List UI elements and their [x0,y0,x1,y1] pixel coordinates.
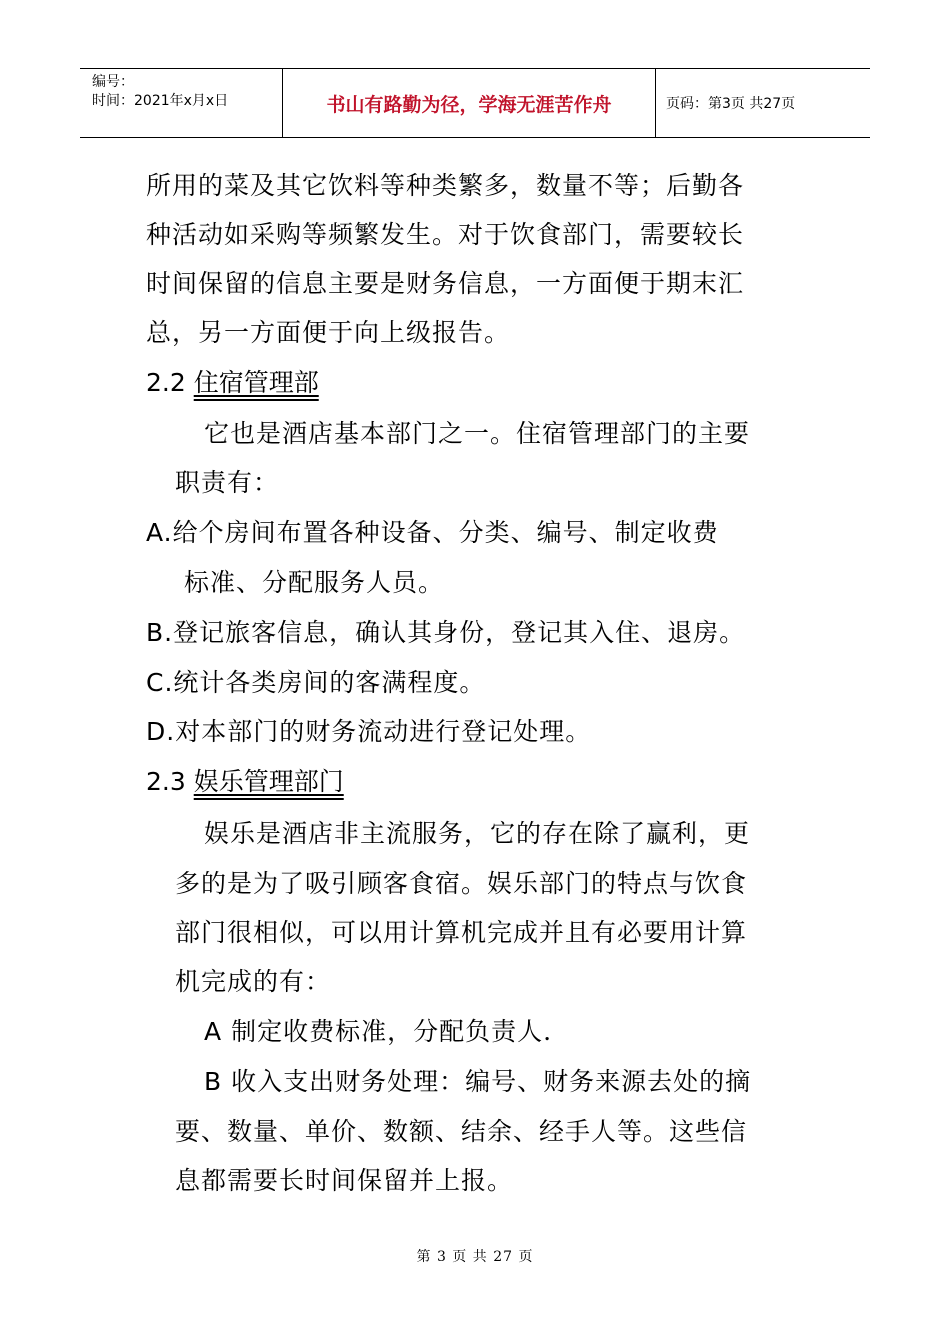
para1-line-3: 时间保留的信息主要是财务信息，一方面便于期末汇 [146,269,745,298]
subitem-b [204,1066,751,1098]
list-marker: B [204,1067,223,1096]
section-number: 2.3 [146,767,186,796]
para3-line-1: 娱乐是酒店非主流服务，它的存在除了赢利，更 [204,819,751,848]
list-marker: D. [146,717,176,746]
list-item-text: 登记旅客信息，确认其身份，登记其入住、退房。 [173,618,746,647]
subitem-b-line-2: 要、数量、单价、数额、结余、经手人等。这些信 [175,1117,748,1146]
document-date-label: 时间：2021年x月x日 [92,93,229,109]
list-item-c [146,667,485,699]
section-title: 住宿管理部 [193,368,319,397]
list-marker: A [204,1017,223,1046]
list-item-text: 制定收费标准，分配负责人. [231,1017,553,1046]
document-number-label: 编号： [92,74,134,90]
page-footer: 第 3 页 共 27 页 [416,1249,534,1265]
list-item-text: 收入支出财务处理：编号、财务来源去处的摘 [231,1067,752,1096]
list-item-text: 统计各类房间的客满程度。 [173,668,486,697]
page-header [80,68,870,138]
para1-line-2: 种活动如采购等频繁发生。对于饮食部门，需要较长 [146,220,745,249]
para1-line-4: 总，另一方面便于向上级报告。 [146,318,511,347]
list-marker: C. [146,668,174,697]
header-page-number: 页码：第3页 共27页 [666,96,796,112]
para3-line-2: 多的是为了吸引顾客食宿。娱乐部门的特点与饮食 [175,869,748,898]
para3-line-3: 部门很相似，可以用计算机完成并且有必要用计算 [175,918,748,947]
section-title: 娱乐管理部门 [193,767,344,796]
list-item-text: 给个房间布置各种设备、分类、编号、制定收费 [172,518,719,547]
section-heading-2-2 [146,367,319,399]
subitem-b-line-3: 息都需要长时间保留并上报。 [175,1166,514,1195]
header-motto: 书山有路勤为径，学海无涯苦作舟 [283,69,656,137]
section-heading-2-3 [146,766,344,798]
list-item-b [146,617,745,649]
list-item-d [146,716,591,748]
header-meta [80,69,283,137]
section-number: 2.2 [146,368,186,397]
list-marker: A. [146,518,173,547]
para1-line-1: 所用的菜及其它饮料等种类繁多，数量不等；后勤各 [146,171,745,200]
subitem-a [204,1016,552,1048]
para2-line-2: 职责有： [175,468,280,497]
list-item-a [146,517,719,549]
list-marker: B. [146,618,174,647]
list-item-a-continuation: 标准、分配服务人员。 [184,568,445,597]
para3-line-4: 机完成的有： [175,967,332,996]
para2-line-1: 它也是酒店基本部门之一。住宿管理部门的主要 [204,419,751,448]
list-item-text: 对本部门的财务流动进行登记处理。 [175,717,592,746]
